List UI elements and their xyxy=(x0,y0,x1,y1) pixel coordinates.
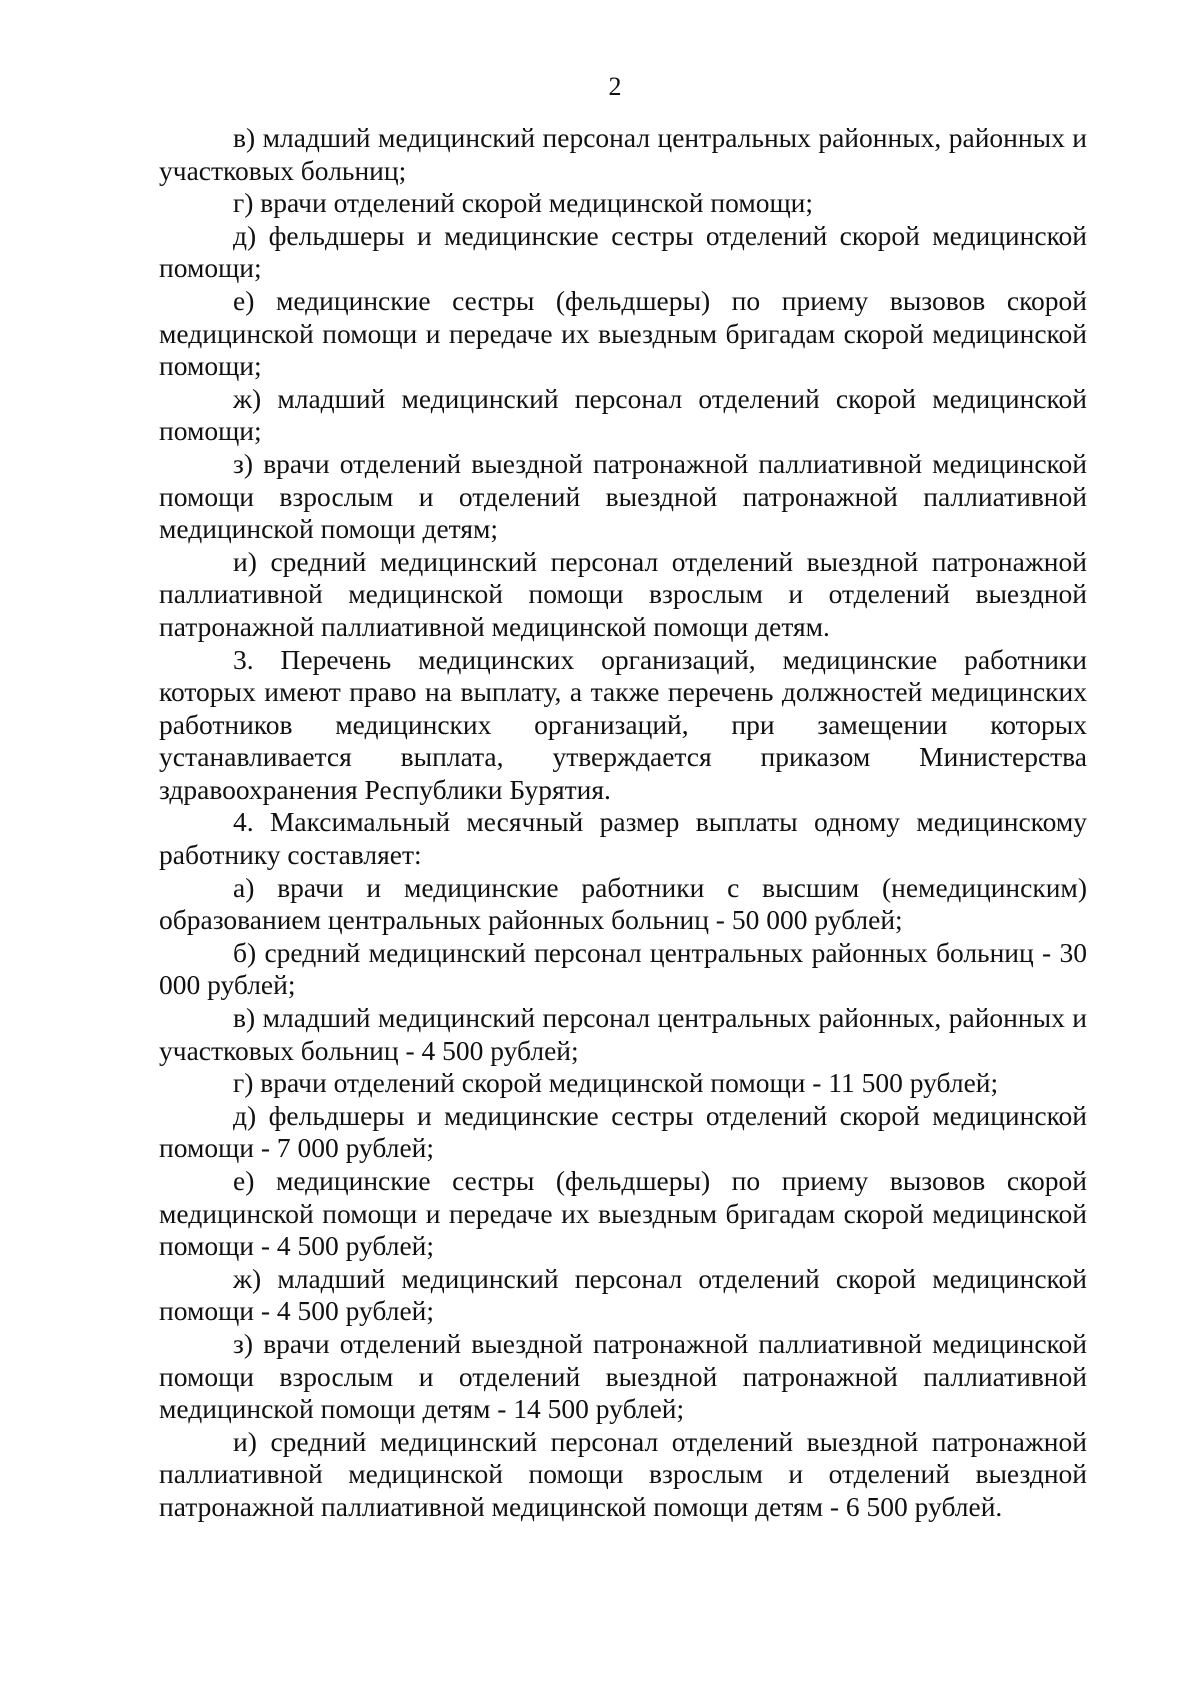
payment-item-v-junior-staff: в) младший медицинский персонал центральных районных, районных и участковых больниц - 4 500 рублей; xyxy=(159,1002,1087,1066)
payment-item-d-paramedics-nurses: д) фельдшеры и медицинские сестры отделений скорой медицинской помощи - 7 000 рублей; xyxy=(159,1099,1087,1164)
payment-item-a-doctors: а) врачи и медицинские работники с высшим (немедицинским) образованием центральных районных больниц - 50 000 рублей; xyxy=(159,871,1087,936)
list-item-d-paramedics-nurses: д) фельдшеры и медицинские сестры отделений скорой медицинской помощи; xyxy=(159,219,1087,284)
clause-3-organizations-list: 3. Перечень медицинских организаций, медицинские работники которых имеют право на выплату, а также перечень должностей медицинских работников медицинских организаций, при замещении которых устанавливается выплата, утверждается приказом Министерства здравоохранения Республики Бурятия. xyxy=(159,643,1087,805)
list-item-z-palliative-doctors: з) врачи отделений выездной патронажной паллиативной медицинской помощи взрослым и отделений выездной патронажной паллиативной медицинской помощи детям; xyxy=(159,447,1087,545)
payment-item-e-dispatch-nurses: е) медицинские сестры (фельдшеры) по приему вызовов скорой медицинской помощи и передаче их выездным бригадам скорой медицинской помощи - 4 500 рублей; xyxy=(159,1165,1087,1262)
list-item-g-emergency-doctors: г) врачи отделений скорой медицинской помощи; xyxy=(233,187,814,219)
page-number: 2 xyxy=(608,72,622,101)
payment-item-g-emergency-doctors: г) врачи отделений скорой медицинской помощи - 11 500 рублей; xyxy=(233,1067,999,1099)
payment-item-zh-emergency-junior-staff: ж) младший медицинский персонал отделений скорой медицинской помощи - 4 500 рублей; xyxy=(159,1262,1087,1327)
payment-item-z-palliative-doctors: з) врачи отделений выездной патронажной паллиативной медицинской помощи взрослым и отделений выездной патронажной паллиативной медицинской помощи детям - 14 500 рублей; xyxy=(159,1327,1087,1425)
document-body xyxy=(159,122,1087,1524)
list-item-i-palliative-mid-staff: и) средний медицинский персонал отделений выездной патронажной паллиативной медицинской помощи взрослым и отделений выездной патронажной паллиативной медицинской помощи детям. xyxy=(159,545,1087,642)
payment-item-i-palliative-mid-staff: и) средний медицинский персонал отделений выездной патронажной паллиативной медицинской помощи взрослым и отделений выездной патронажной паллиативной медицинской помощи детям - 6 500 рублей. xyxy=(159,1425,1087,1522)
clause-4-max-payment: 4. Максимальный месячный размер выплаты одному медицинскому работнику составляет: xyxy=(159,806,1087,871)
list-item-e-dispatch-nurses: е) медицинские сестры (фельдшеры) по приему вызовов скорой медицинской помощи и передаче их выездным бригадам скорой медицинской помощи; xyxy=(159,284,1087,382)
list-item-zh-emergency-junior-staff: ж) младший медицинский персонал отделений скорой медицинской помощи; xyxy=(159,382,1087,447)
payment-item-b-mid-staff: б) средний медицинский персонал центральных районных больниц - 30 000 рублей; xyxy=(159,936,1087,1001)
list-item-v-junior-staff: в) младший медицинский персонал центральных районных, районных и участковых больниц; xyxy=(159,122,1087,186)
